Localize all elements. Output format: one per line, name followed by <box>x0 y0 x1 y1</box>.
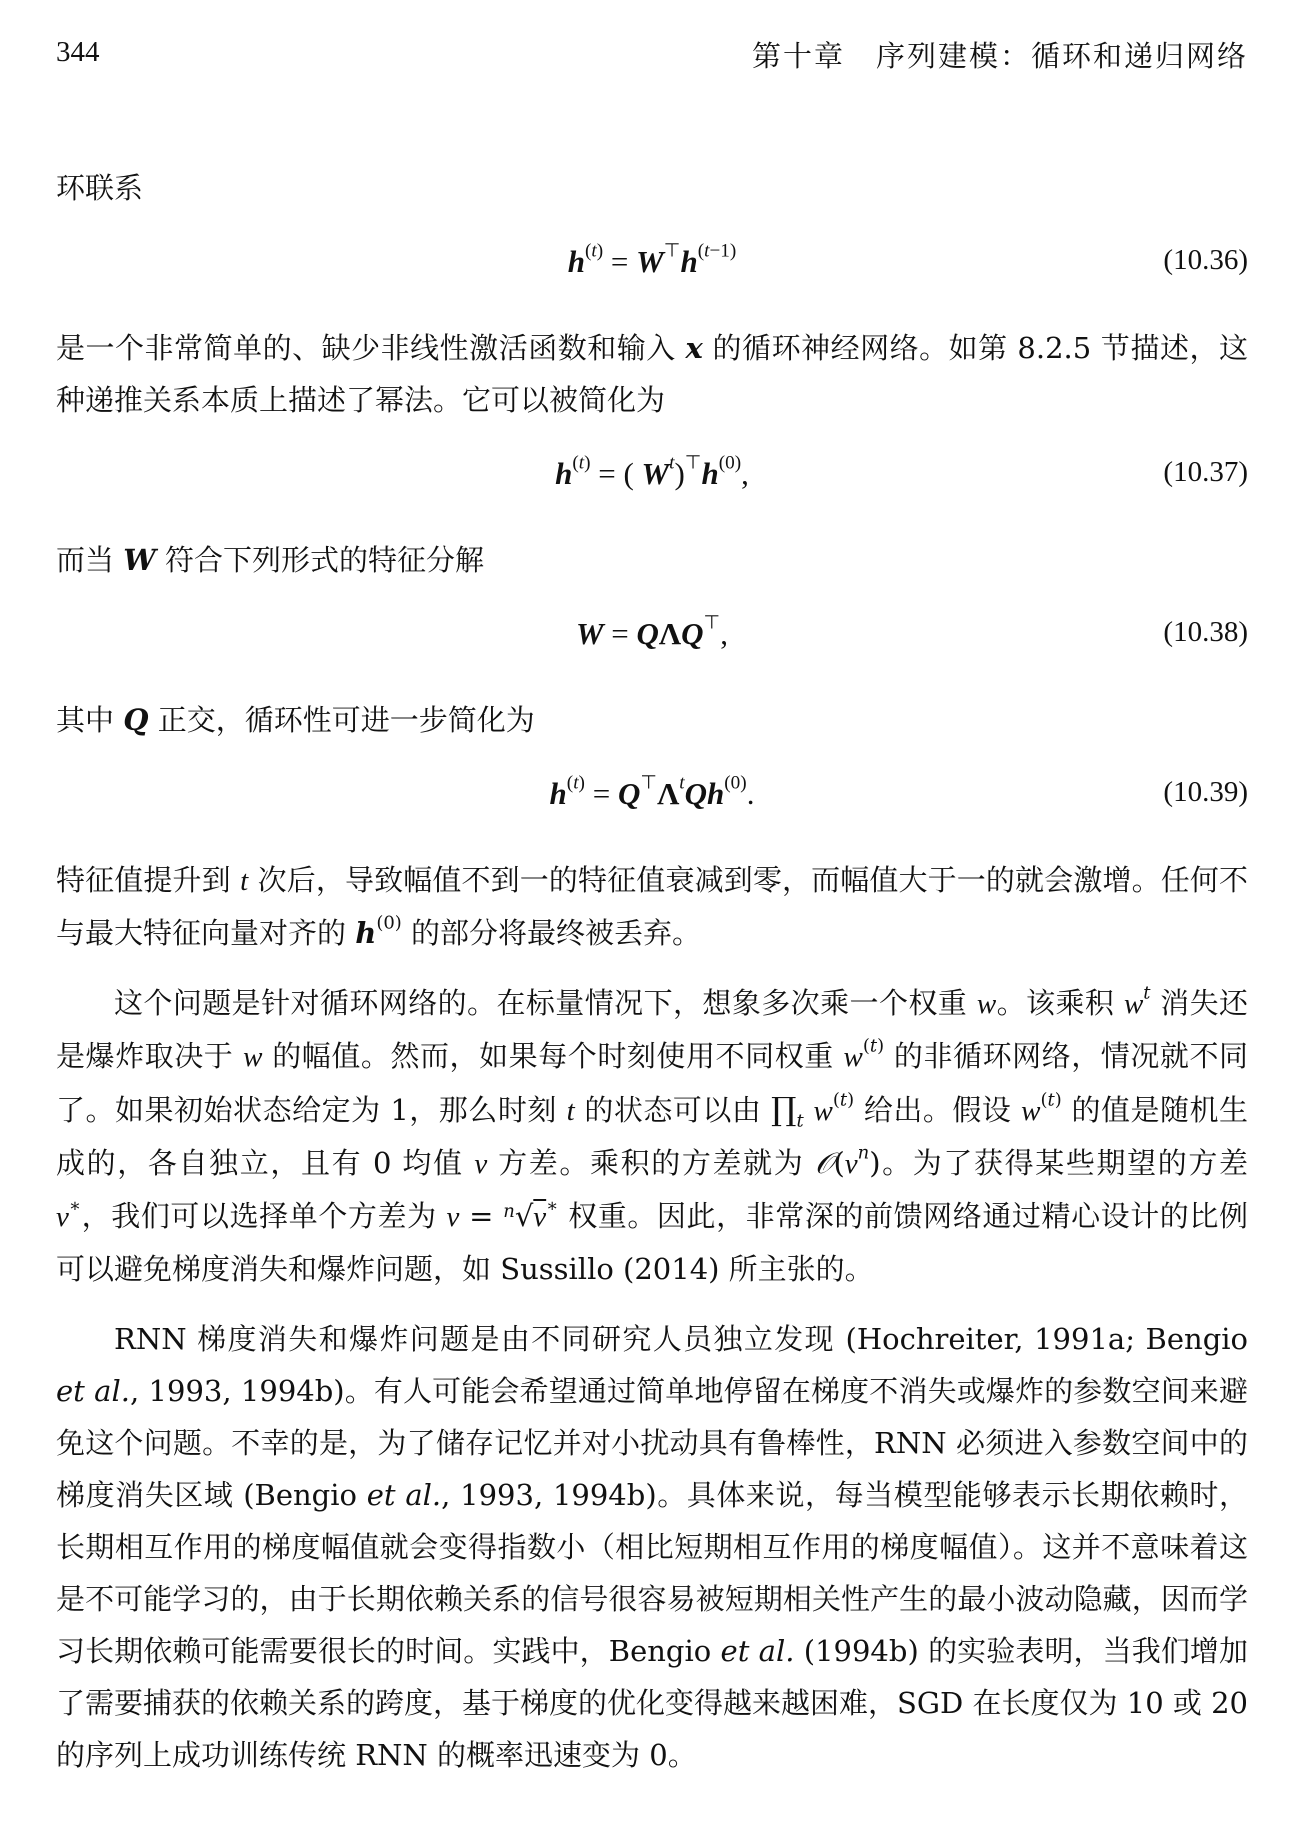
paragraph-3: 其中 Q 正交，循环性可进一步简化为 <box>56 703 535 737</box>
equation-body: $h^{(t)}$ = ( $W^t)^⊤h^{(0)}$, <box>555 452 749 491</box>
paragraph-2: 而当 W 符合下列形式的特征分解 <box>56 543 485 577</box>
equation-body: W = QΛQ⊤, <box>575 612 729 651</box>
chapter-title: 第十章 序列建模：循环和递归网络 <box>751 39 1248 73</box>
paragraph-4: 特征值提升到 t 次后，导致幅值不到一的特征值衰减到零，而幅值大于一的就会激增。任何不与最大特征向量对齐的 $h^{(0)}$ 的部分将最终被丢弃。 <box>56 863 1248 950</box>
equation-body: $h^{(t)} = Q^⊤\Lambda^tQh^{(0)}$. <box>549 772 755 811</box>
equation-number: (10.39) <box>1163 776 1248 808</box>
book-page <box>56 30 1248 1820</box>
paragraph-1: 是一个非常简单的、缺少非线性激活函数和输入 x 的循环神经网络。如第 8.2.5 节描述，这种递推关系本质上描述了幂法。它可以被简化为 <box>56 331 1248 417</box>
equation-10-38 <box>56 586 1248 694</box>
paragraph-5: 这个问题是针对循环网络的。在标量情况下，想象多次乘一个权重 w。该乘积 $w^t$ 消失还是爆炸取决于 w 的幅值。然而，如果每个时刻使用不同权重 $w^{(t)}$ 的非循环网络，情况就不同了。如果初始状态给定为 1，那么时刻 t 的状态可以由 $\prod_t$ $w^{(t)}$ 给出。假设 $w^{(t)}$ 的值是随机生成的，各自独立，且有 0 均值 v 方差。乘积的方差就为 $𝒪(v^n)$。为了获得某些期望的方差 v∗，我们可以选择单个方差为 v = $^n$√v∗ 权重。因此，非常深的前馈网络通过精心设计的比例可以避免梯度消失和爆炸问题，如 Sussillo (2014) 所主张的。 <box>56 982 1249 1286</box>
equation-number: (10.38) <box>1163 616 1248 648</box>
equation-10-36 <box>56 214 1248 322</box>
page-number: 344 <box>56 36 100 68</box>
equation-number: (10.36) <box>1163 244 1248 276</box>
equation-body: $h^{(t)} = W^⊤h^{(t-1)}$ <box>567 240 737 279</box>
paragraph-6: RNN 梯度消失和爆炸问题是由不同研究人员独立发现 (Hochreiter, 1991a; Bengio et al., 1993, 1994b)。有人可能会希望通过简单地停留在梯度不消失或爆炸的参数空间来避免这个问题。不幸的是，为了储存记忆并对小扰动具有鲁棒性，RNN 必须进入参数空间中的梯度消失区域 (Bengio et al., 1993, 1994b)。具体来说，每当模型能够表示长期依赖时，长期相互作用的梯度幅值就会变得指数小（相比短期相互作用的梯度幅值）。这并不意味着这是不可能学习的，由于长期依赖关系的信号很容易被短期相关性产生的最小波动隐藏，因而学习长期依赖可能需要很长的时间。实践中，Bengio et al. (1994b) 的实验表明，当我们增加了需要捕获的依赖关系的跨度，基于梯度的优化变得越来越困难，SGD 在长度仅为 10 或 20 的序列上成功训练传统 RNN 的概率迅速变为 0。 <box>56 1322 1248 1772</box>
equation-number: (10.37) <box>1163 456 1248 488</box>
equation-10-37 <box>56 426 1248 534</box>
equation-10-39 <box>56 746 1248 854</box>
paragraph-0: 环联系 <box>56 171 144 205</box>
page-header <box>56 30 1248 80</box>
